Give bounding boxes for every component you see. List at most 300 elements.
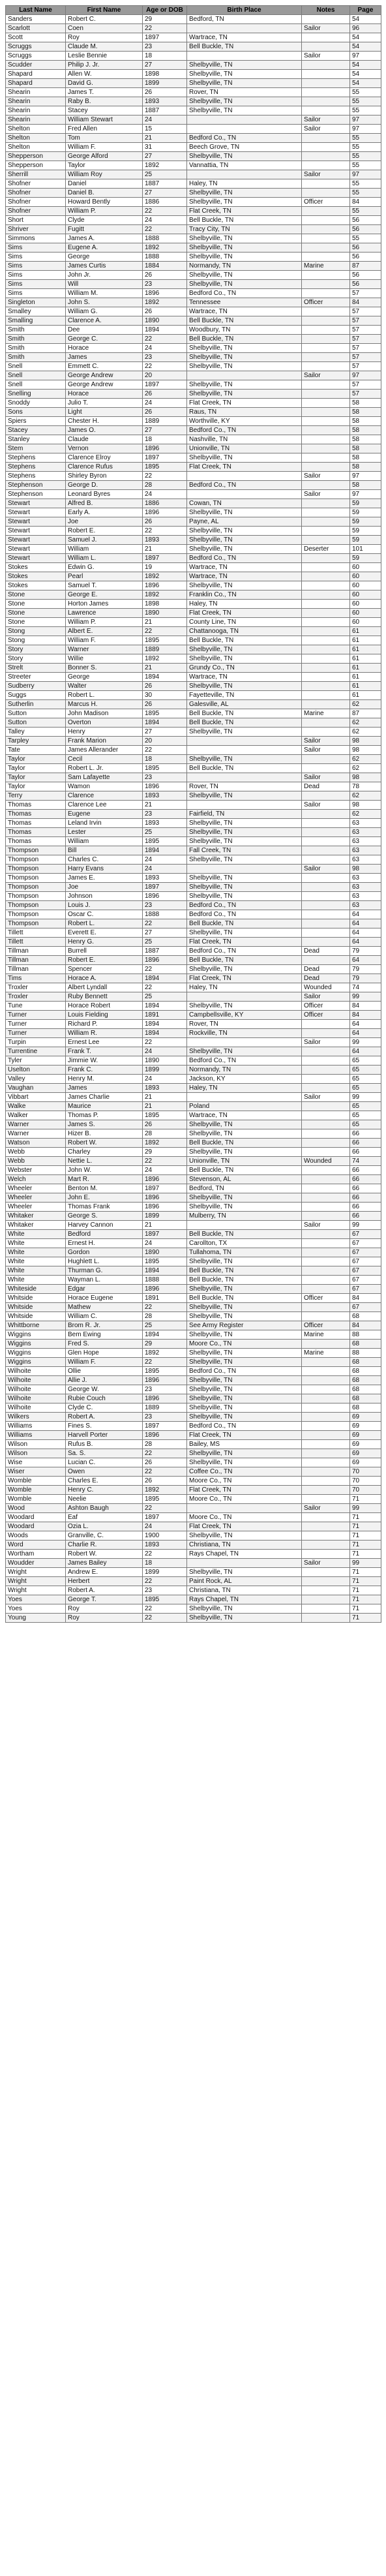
cell-page: 71	[350, 1531, 381, 1541]
cell-age-dob: 23	[143, 353, 187, 362]
cell-birth-place: Payne, AL	[187, 517, 302, 527]
cell-last-name: Sons	[6, 408, 66, 417]
cell-first-name: Robert W.	[66, 1139, 143, 1148]
cell-birth-place: Bell Buckle, TN	[187, 764, 302, 773]
header-age-dob: Age or DOB	[143, 6, 187, 15]
cell-notes	[302, 673, 350, 682]
cell-first-name: Ruby Bennett	[66, 992, 143, 1002]
cell-age-dob: 1888	[143, 253, 187, 262]
cell-page: 64	[350, 938, 381, 947]
cell-page: 59	[350, 508, 381, 517]
table-row	[6, 865, 381, 874]
cell-notes: Sailor	[302, 490, 350, 499]
cell-age-dob: 1896	[143, 1285, 187, 1294]
cell-notes	[302, 1449, 350, 1458]
cell-age-dob: 1894	[143, 718, 187, 728]
header-last-name: Last Name	[6, 6, 66, 15]
cell-first-name: Lawrence	[66, 609, 143, 618]
cell-page: 57	[350, 335, 381, 344]
cell-age-dob: 1895	[143, 1495, 187, 1504]
cell-first-name: George Andrew	[66, 380, 143, 390]
cell-age-dob: 23	[143, 810, 187, 819]
cell-notes	[302, 1139, 350, 1148]
cell-notes	[302, 408, 350, 417]
cell-age-dob: 1886	[143, 198, 187, 207]
cell-birth-place: Haley, TN	[187, 1084, 302, 1093]
cell-first-name: Taylor	[66, 161, 143, 170]
table-row	[6, 910, 381, 919]
table-row	[6, 61, 381, 70]
cell-birth-place: Shelbyville, TN	[187, 755, 302, 764]
table-row	[6, 1522, 381, 1531]
cell-first-name: Cecil	[66, 755, 143, 764]
cell-last-name: Webb	[6, 1157, 66, 1166]
table-row	[6, 746, 381, 755]
table-row	[6, 380, 381, 390]
cell-last-name: Walke	[6, 1102, 66, 1111]
cell-birth-place: Flat Creek, TN	[187, 399, 302, 408]
cell-birth-place: Shelbyville, TN	[187, 1413, 302, 1422]
cell-first-name: Ashton Baugh	[66, 1504, 143, 1513]
cell-notes	[302, 97, 350, 106]
cell-notes: Sailor	[302, 992, 350, 1002]
cell-first-name: Leonard Byres	[66, 490, 143, 499]
cell-page: 57	[350, 390, 381, 399]
cell-birth-place: Carollton, TX	[187, 1239, 302, 1248]
cell-birth-place: Shelbyville, TN	[187, 1449, 302, 1458]
cell-notes	[302, 572, 350, 581]
cell-birth-place: Bell Buckle, TN	[187, 1230, 302, 1239]
cell-page: 54	[350, 33, 381, 42]
cell-birth-place: Shelbyville, TN	[187, 1604, 302, 1614]
cell-first-name: William P.	[66, 207, 143, 216]
cell-notes	[302, 1212, 350, 1221]
cell-birth-place: Bell Buckle, TN	[187, 919, 302, 928]
cell-notes	[302, 1047, 350, 1056]
cell-last-name: Tillett	[6, 938, 66, 947]
cell-age-dob: 1895	[143, 1111, 187, 1120]
cell-first-name: Rufus B.	[66, 1440, 143, 1449]
cell-page: 60	[350, 563, 381, 572]
cell-first-name: Clarence Rufus	[66, 463, 143, 472]
cell-birth-place: Tennessee	[187, 298, 302, 307]
cell-birth-place: Shelbyville, TN	[187, 1047, 302, 1056]
cell-last-name: Turrentine	[6, 1047, 66, 1056]
table-row	[6, 791, 381, 801]
cell-birth-place: Jackson, KY	[187, 1075, 302, 1084]
cell-notes: Officer	[302, 1294, 350, 1303]
table-row	[6, 326, 381, 335]
cell-age-dob: 26	[143, 88, 187, 97]
cell-birth-place: Shelbyville, TN	[187, 353, 302, 362]
cell-page: 68	[350, 1340, 381, 1349]
cell-notes	[302, 1568, 350, 1577]
table-row	[6, 1440, 381, 1449]
cell-first-name: Samuel T.	[66, 581, 143, 590]
cell-last-name: Warner	[6, 1129, 66, 1139]
cell-birth-place: Bedford Co., TN	[187, 901, 302, 910]
cell-birth-place: Shelbyville, TN	[187, 453, 302, 463]
cell-age-dob: 22	[143, 472, 187, 481]
table-row	[6, 280, 381, 289]
table-row	[6, 161, 381, 170]
table-row	[6, 15, 381, 24]
cell-birth-place: Bedford Co., TN	[187, 426, 302, 435]
cell-last-name: Story	[6, 645, 66, 654]
cell-first-name: Bill	[66, 846, 143, 855]
cell-notes	[302, 755, 350, 764]
cell-birth-place: Christiana, TN	[187, 1541, 302, 1550]
cell-notes	[302, 179, 350, 189]
cell-age-dob: 21	[143, 1102, 187, 1111]
cell-last-name: Wiggins	[6, 1330, 66, 1340]
cell-last-name: Stokes	[6, 563, 66, 572]
cell-age-dob: 25	[143, 1321, 187, 1330]
cell-notes	[302, 207, 350, 216]
cell-age-dob: 1896	[143, 1203, 187, 1212]
cell-notes: Sailor	[302, 52, 350, 61]
cell-age-dob: 1890	[143, 1248, 187, 1257]
cell-first-name: Claude M.	[66, 42, 143, 52]
cell-last-name: Wheeler	[6, 1193, 66, 1203]
cell-page: 67	[350, 1303, 381, 1312]
cell-last-name: Wright	[6, 1577, 66, 1586]
cell-first-name: William G.	[66, 307, 143, 316]
cell-page: 63	[350, 883, 381, 892]
cell-page: 99	[350, 1559, 381, 1568]
cell-page: 99	[350, 1038, 381, 1047]
cell-last-name: Snell	[6, 362, 66, 371]
cell-notes: Sailor	[302, 371, 350, 380]
cell-last-name: Sutherlin	[6, 700, 66, 709]
cell-birth-place: Shelbyville, TN	[187, 837, 302, 846]
cell-notes	[302, 15, 350, 24]
table-row	[6, 390, 381, 399]
cell-page: 63	[350, 837, 381, 846]
cell-age-dob: 24	[143, 1239, 187, 1248]
cell-notes	[302, 508, 350, 517]
table-row	[6, 1075, 381, 1084]
cell-first-name: William F.	[66, 636, 143, 645]
cell-birth-place: Bedford Co., TN	[187, 1056, 302, 1066]
cell-notes	[302, 609, 350, 618]
cell-last-name: Tillman	[6, 956, 66, 965]
cell-last-name: Smith	[6, 344, 66, 353]
cell-first-name: Robert E.	[66, 527, 143, 536]
cell-last-name: Taylor	[6, 764, 66, 773]
cell-birth-place: Beech Grove, TN	[187, 143, 302, 152]
cell-last-name: Suggs	[6, 691, 66, 700]
cell-last-name: Stewart	[6, 527, 66, 536]
cell-first-name: Joe	[66, 517, 143, 527]
table-row	[6, 1559, 381, 1568]
table-row	[6, 919, 381, 928]
cell-page: 79	[350, 974, 381, 983]
cell-last-name: Turner	[6, 1011, 66, 1020]
cell-age-dob: 1886	[143, 499, 187, 508]
cell-page: 79	[350, 965, 381, 974]
cell-age-dob: 1895	[143, 463, 187, 472]
cell-last-name: Thomas	[6, 810, 66, 819]
table-row	[6, 253, 381, 262]
cell-birth-place: Normandy, TN	[187, 1066, 302, 1075]
cell-notes: Sailor	[302, 1559, 350, 1568]
cell-first-name: Thomas P.	[66, 1111, 143, 1120]
cell-birth-place: Shelbyville, TN	[187, 280, 302, 289]
cell-page: 101	[350, 545, 381, 554]
cell-age-dob: 22	[143, 527, 187, 536]
cell-notes	[302, 791, 350, 801]
cell-page: 61	[350, 673, 381, 682]
cell-first-name: Frank Marion	[66, 737, 143, 746]
cell-page: 63	[350, 819, 381, 828]
table-row	[6, 170, 381, 179]
cell-page: 71	[350, 1604, 381, 1614]
cell-page: 54	[350, 15, 381, 24]
cell-page: 84	[350, 198, 381, 207]
cell-last-name: Stewart	[6, 499, 66, 508]
cell-birth-place: Worthville, KY	[187, 417, 302, 426]
cell-first-name: Fred Allen	[66, 125, 143, 134]
cell-page: 66	[350, 1203, 381, 1212]
cell-notes	[302, 61, 350, 70]
cell-last-name: Sims	[6, 262, 66, 271]
cell-birth-place: Flat Creek, TN	[187, 207, 302, 216]
cell-last-name: Turner	[6, 1029, 66, 1038]
cell-page: 55	[350, 88, 381, 97]
cell-page: 98	[350, 801, 381, 810]
cell-last-name: Word	[6, 1541, 66, 1550]
cell-last-name: Tims	[6, 974, 66, 983]
cell-page: 62	[350, 728, 381, 737]
table-row	[6, 1084, 381, 1093]
cell-notes	[302, 1148, 350, 1157]
cell-last-name: Taylor	[6, 755, 66, 764]
cell-notes: Sailor	[302, 746, 350, 755]
cell-birth-place: Raus, TN	[187, 408, 302, 417]
table-row	[6, 1029, 381, 1038]
cell-birth-place: Shelbyville, TN	[187, 79, 302, 88]
cell-page: 66	[350, 1184, 381, 1193]
cell-page: 66	[350, 1212, 381, 1221]
cell-first-name: John Madison	[66, 709, 143, 718]
cell-age-dob: 21	[143, 801, 187, 810]
cell-birth-place: Bedford, TN	[187, 15, 302, 24]
cell-first-name: Dee	[66, 326, 143, 335]
cell-page: 66	[350, 1166, 381, 1175]
cell-last-name: Shriver	[6, 225, 66, 234]
cell-first-name: George Andrew	[66, 371, 143, 380]
cell-last-name: Spiers	[6, 417, 66, 426]
cell-notes	[302, 627, 350, 636]
table-row	[6, 718, 381, 728]
cell-birth-place: Franklin Co., TN	[187, 590, 302, 600]
cell-birth-place: Shelbyville, TN	[187, 106, 302, 115]
cell-first-name: George C.	[66, 335, 143, 344]
cell-last-name: Wheeler	[6, 1184, 66, 1193]
table-row	[6, 243, 381, 253]
cell-first-name: James	[66, 1084, 143, 1093]
cell-age-dob: 24	[143, 490, 187, 499]
cell-last-name: Short	[6, 216, 66, 225]
cell-notes	[302, 1248, 350, 1257]
cell-birth-place: Shelbyville, TN	[187, 527, 302, 536]
cell-birth-place: Rover, TN	[187, 88, 302, 97]
cell-notes	[302, 1029, 350, 1038]
cell-page: 66	[350, 1175, 381, 1184]
table-row	[6, 536, 381, 545]
cell-page: 98	[350, 737, 381, 746]
cell-birth-place: Wartrace, TN	[187, 1111, 302, 1120]
cell-birth-place: Grundy Co., TN	[187, 664, 302, 673]
cell-age-dob: 22	[143, 1604, 187, 1614]
cell-age-dob: 1897	[143, 1230, 187, 1239]
cell-notes	[302, 344, 350, 353]
cell-age-dob: 23	[143, 280, 187, 289]
cell-birth-place: Rays Chapel, TN	[187, 1595, 302, 1604]
cell-notes	[302, 1550, 350, 1559]
cell-page: 74	[350, 1157, 381, 1166]
cell-notes	[302, 1413, 350, 1422]
cell-first-name: John Jr.	[66, 271, 143, 280]
cell-birth-place: Paint Rock, AL	[187, 1577, 302, 1586]
cell-notes	[302, 353, 350, 362]
table-row	[6, 88, 381, 97]
cell-page: 55	[350, 179, 381, 189]
cell-last-name: Turpin	[6, 1038, 66, 1047]
cell-age-dob: 1895	[143, 1257, 187, 1266]
cell-birth-place: Shelbyville, TN	[187, 362, 302, 371]
table-row	[6, 819, 381, 828]
cell-age-dob: 23	[143, 1385, 187, 1394]
cell-last-name: Smalling	[6, 316, 66, 326]
cell-age-dob: 1889	[143, 645, 187, 654]
cell-notes	[302, 919, 350, 928]
cell-birth-place: Rays Chapel, TN	[187, 1550, 302, 1559]
cell-notes: Dead	[302, 782, 350, 791]
cell-page: 84	[350, 1294, 381, 1303]
cell-page: 97	[350, 170, 381, 179]
cell-page: 59	[350, 554, 381, 563]
cell-notes	[302, 563, 350, 572]
cell-first-name: Horace Robert	[66, 1002, 143, 1011]
cell-birth-place	[187, 125, 302, 134]
cell-age-dob: 20	[143, 737, 187, 746]
cell-page: 68	[350, 1358, 381, 1367]
cell-age-dob: 22	[143, 627, 187, 636]
cell-age-dob: 24	[143, 855, 187, 865]
cell-notes	[302, 225, 350, 234]
cell-page: 58	[350, 426, 381, 435]
cell-birth-place	[187, 1221, 302, 1230]
cell-first-name: James Curtis	[66, 262, 143, 271]
cell-page: 62	[350, 764, 381, 773]
cell-page: 59	[350, 527, 381, 536]
cell-notes: Officer	[302, 1002, 350, 1011]
cell-birth-place	[187, 865, 302, 874]
cell-notes	[302, 499, 350, 508]
cell-last-name: Thompson	[6, 846, 66, 855]
table-row	[6, 42, 381, 52]
cell-age-dob: 21	[143, 134, 187, 143]
cell-last-name: Stem	[6, 444, 66, 453]
cell-first-name: Horton James	[66, 600, 143, 609]
cell-notes	[302, 1285, 350, 1294]
cell-last-name: Scarlott	[6, 24, 66, 33]
cell-first-name: Coen	[66, 24, 143, 33]
cell-last-name: White	[6, 1230, 66, 1239]
cell-birth-place: Shelbyville, TN	[187, 253, 302, 262]
cell-first-name: Frank C.	[66, 1066, 143, 1075]
cell-first-name: Hizer B.	[66, 1129, 143, 1139]
cell-birth-place: Shelbyville, TN	[187, 545, 302, 554]
cell-notes	[302, 846, 350, 855]
cell-notes: Sailor	[302, 170, 350, 179]
cell-page: 55	[350, 143, 381, 152]
cell-last-name: Webster	[6, 1166, 66, 1175]
cell-birth-place: Bedford Co., TN	[187, 1422, 302, 1431]
cell-notes: Officer	[302, 298, 350, 307]
cell-notes	[302, 1522, 350, 1531]
cell-birth-place: Wartrace, TN	[187, 563, 302, 572]
table-row	[6, 1513, 381, 1522]
cell-notes	[302, 728, 350, 737]
cell-last-name: Whitaker	[6, 1212, 66, 1221]
cell-notes	[302, 1577, 350, 1586]
cell-first-name: Horace	[66, 344, 143, 353]
cell-first-name: Charlie R.	[66, 1541, 143, 1550]
cell-notes	[302, 1614, 350, 1623]
cell-last-name: Woodard	[6, 1522, 66, 1531]
cell-page: 55	[350, 152, 381, 161]
cell-first-name: Robert A.	[66, 1413, 143, 1422]
cell-page: 69	[350, 1431, 381, 1440]
cell-first-name: Edgar	[66, 1285, 143, 1294]
cell-birth-place: Rover, TN	[187, 1020, 302, 1029]
cell-last-name: White	[6, 1248, 66, 1257]
cell-age-dob: 1892	[143, 590, 187, 600]
cell-age-dob: 1896	[143, 289, 187, 298]
cell-last-name: Thompson	[6, 883, 66, 892]
cell-last-name: Stone	[6, 590, 66, 600]
cell-page: 59	[350, 536, 381, 545]
cell-notes	[302, 189, 350, 198]
cell-notes: Sailor	[302, 125, 350, 134]
table-row	[6, 298, 381, 307]
table-row	[6, 1221, 381, 1230]
table-row	[6, 1367, 381, 1376]
cell-first-name: Charles C.	[66, 855, 143, 865]
table-row	[6, 1413, 381, 1422]
cell-first-name: George T.	[66, 1595, 143, 1604]
cell-last-name: Thompson	[6, 910, 66, 919]
cell-first-name: Rubie Couch	[66, 1394, 143, 1403]
cell-notes: Sailor	[302, 472, 350, 481]
cell-first-name: Robert E.	[66, 956, 143, 965]
cell-birth-place: Shelbyville, TN	[187, 271, 302, 280]
cell-page: 79	[350, 947, 381, 956]
table-row	[6, 709, 381, 718]
cell-age-dob: 1897	[143, 1513, 187, 1522]
cell-birth-place: Shelbyville, TN	[187, 536, 302, 545]
cell-first-name: Early A.	[66, 508, 143, 517]
cell-last-name: Yoes	[6, 1595, 66, 1604]
table-row	[6, 1129, 381, 1139]
cell-birth-place: Shelbyville, TN	[187, 892, 302, 901]
cell-birth-place: Bedford Co., TN	[187, 554, 302, 563]
table-row	[6, 1541, 381, 1550]
cell-notes: Sailor	[302, 1038, 350, 1047]
